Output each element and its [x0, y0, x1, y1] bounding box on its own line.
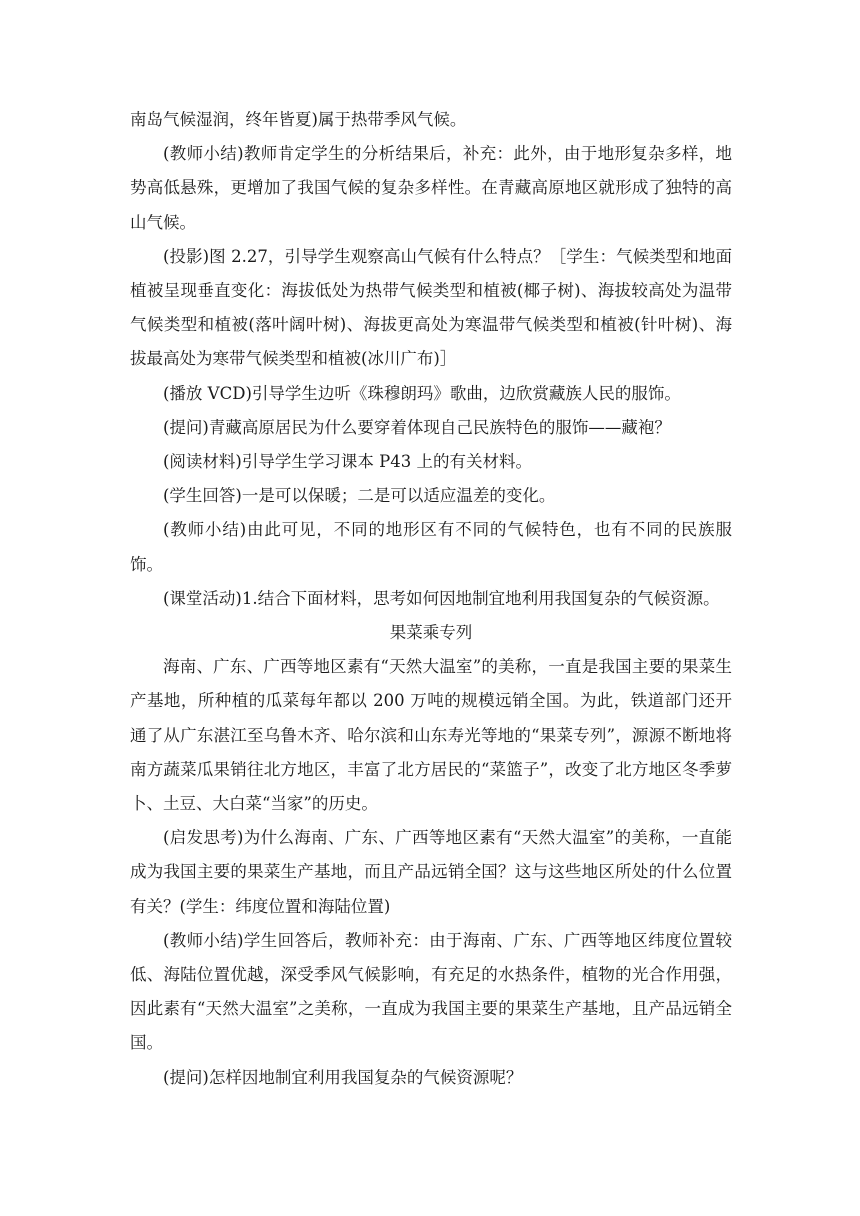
paragraph: (阅读材料)引导学生学习课本 P43 上的有关材料。	[163, 452, 532, 472]
paragraph: (教师小结)由此可见，不同的地形区有不同的气候特色，也有不同的民族服饰。	[130, 520, 732, 574]
paragraph: (课堂活动)1.结合下面材料，思考如何因地制宜地利用我国复杂的气候资源。	[163, 588, 720, 608]
paragraph: (教师小结)教师肯定学生的分析结果后，补充：此外，由于地形复杂多样，地势高低悬殊，更增加了我国气候的复杂多样性。在青藏高原地区就形成了独特的高山气候。	[130, 144, 732, 232]
paragraph: (启发思考)为什么海南、广东、广西等地区素有“天然大温室”的美称，一直能成为我国主要的果菜生产基地，而且产品远销全国？这与这些地区所处的什么位置有关？(学生：纬度位置和海陆位置)	[130, 828, 732, 916]
paragraph: (提问)怎样因地制宜利用我国复杂的气候资源呢？	[163, 1067, 523, 1087]
paragraph: 南岛气候湿润，终年皆夏)属于热带季风气候。	[130, 110, 467, 129]
paragraph: (学生回答)一是可以保暖；二是可以适应温差的变化。	[163, 486, 556, 506]
material-title: 果菜乘专列	[389, 623, 473, 643]
document-body	[130, 103, 732, 1095]
paragraph: (教师小结)学生回答后，教师补充：由于海南、广东、广西等地区纬度位置较低、海陆位置优越，深受季风气候影响，有充足的水热条件，植物的光合作用强，因此素有“天然大温室”之美称，一直成为我国主要的果菜生产基地，且产品远销全国。	[130, 930, 732, 1053]
paragraph: 海南、广东、广西等地区素有“天然大温室”的美称，一直是我国主要的果菜生产基地，所种植的瓜菜每年都以 200 万吨的规模远销全国。为此，铁道部门还开通了从广东湛江至乌鲁木齐、哈尔滨和山东寿光等地的“果菜专列”，源源不断地将南方蔬菜瓜果销往北方地区，丰富了北方居民的“菜篮子”，改变了北方地区冬季萝卜、土豆、大白菜“当家”的历史。	[130, 657, 732, 814]
paragraph: (投影)图 2.27，引导学生观察高山气候有什么特点？［学生：气候类型和地面植被呈现垂直变化：海拔低处为热带气候类型和植被(椰子树)、海拔较高处为温带气候类型和植被(落叶阔叶树)、海拔更高处为寒温带气候类型和植被(针叶树)、海拔最高处为寒带气候类型和植被(冰川广布)］	[130, 246, 732, 369]
paragraph: (提问)青藏高原居民为什么要穿着体现自己民族特色的服饰——藏袍？	[163, 417, 671, 437]
paragraph: (播放 VCD)引导学生边听《珠穆朗玛》歌曲，边欣赏藏族人民的服饰。	[163, 383, 681, 403]
